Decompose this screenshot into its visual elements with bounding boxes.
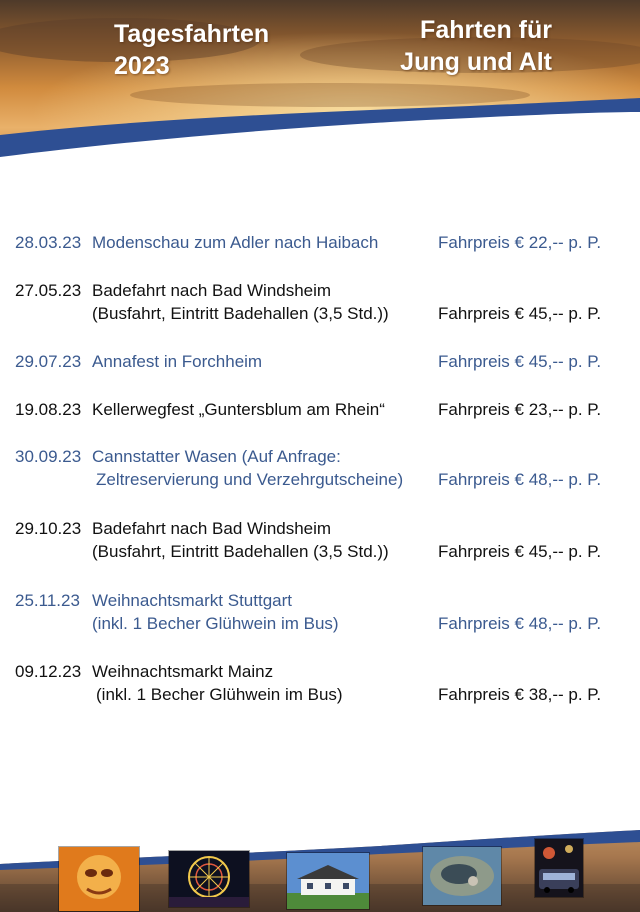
carnival-mask-photo <box>58 846 140 912</box>
trip-subtitle: (Busfahrt, Eintritt Badehallen (3,5 Std.)) <box>92 542 389 561</box>
night-bus-photo <box>534 838 584 898</box>
trip-subtitle: Zeltreservierung und Verzehrgutscheine) <box>96 470 404 489</box>
trip-title: Modenschau zum Adler nach Haibach <box>92 233 379 252</box>
trip-date: 25.11.23 <box>15 591 80 610</box>
title-line: Jung und Alt <box>400 48 552 76</box>
trip-date: 30.09.23 <box>15 447 82 466</box>
trip-date: 28.03.23 <box>15 233 82 252</box>
trip-title: Kellerwegfest „Guntersblum am Rhein“ <box>92 400 385 419</box>
trip-price: Fahrpreis € 48,-- p. P. <box>438 614 602 633</box>
trip-title: Weihnachtsmarkt Stuttgart <box>92 591 292 610</box>
aerial-city-photo <box>422 846 502 906</box>
title-line: Tagesfahrten <box>114 20 270 48</box>
trip-date: 27.05.23 <box>15 281 82 300</box>
white-house-photo <box>286 852 370 910</box>
trip-subtitle: (Busfahrt, Eintritt Badehallen (3,5 Std.)) <box>92 304 389 323</box>
trip-price: Fahrpreis € 45,-- p. P. <box>438 304 602 323</box>
header-title-right <box>400 14 552 78</box>
trip-title: Badefahrt nach Bad Windsheim <box>92 281 332 300</box>
trip-date: 09.12.23 <box>15 662 82 681</box>
header-banner <box>0 0 640 160</box>
trip-price: Fahrpreis € 45,-- p. P. <box>438 352 602 371</box>
trip-price: Fahrpreis € 38,-- p. P. <box>438 685 602 704</box>
trip-title: Weihnachtsmarkt Mainz <box>92 662 274 681</box>
trip-title: Annafest in Forchheim <box>92 352 263 371</box>
title-line: Fahrten für <box>420 16 552 44</box>
trip-date: 19.08.23 <box>15 400 82 419</box>
trip-price: Fahrpreis € 48,-- p. P. <box>438 470 602 489</box>
trip-date: 29.07.23 <box>15 352 82 371</box>
trip-title: Cannstatter Wasen (Auf Anfrage: <box>92 447 341 466</box>
trip-subtitle: (inkl. 1 Becher Glühwein im Bus) <box>92 614 339 633</box>
trip-title: Badefahrt nach Bad Windsheim <box>92 519 332 538</box>
footer-banner <box>0 812 640 912</box>
trip-subtitle: (inkl. 1 Becher Glühwein im Bus) <box>96 685 343 704</box>
header-title-left <box>114 18 269 82</box>
title-year: 2023 <box>114 52 170 80</box>
trip-date: 29.10.23 <box>15 519 82 538</box>
trip-price: Fahrpreis € 23,-- p. P. <box>438 400 602 419</box>
trip-price: Fahrpreis € 45,-- p. P. <box>438 542 602 561</box>
ferris-wheel-photo <box>168 850 250 908</box>
trip-price: Fahrpreis € 22,-- p. P. <box>438 233 602 252</box>
